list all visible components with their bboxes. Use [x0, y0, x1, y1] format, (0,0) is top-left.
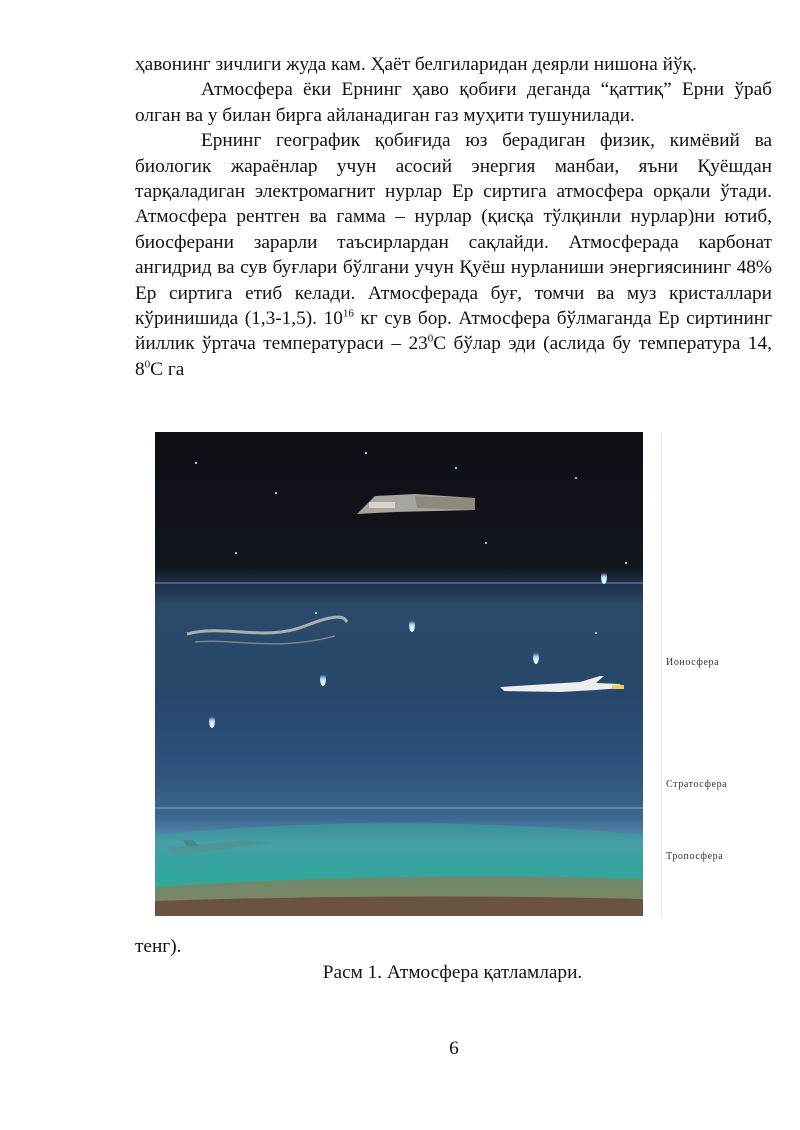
paragraph-3-part-b: кг сув бор. Атмосфера бўлмаганда Ер сиртининг йиллик ўртача температураси – 23	[135, 308, 772, 355]
layer-labels	[645, 432, 795, 916]
scale-line	[661, 432, 662, 916]
stratosphere-boundary	[155, 807, 643, 809]
star	[275, 492, 277, 494]
meteor-icon	[601, 570, 607, 584]
exponent: 16	[342, 307, 354, 320]
star	[455, 467, 457, 469]
paragraph-3-part-d: С га	[150, 358, 185, 380]
meteor-icon	[209, 714, 215, 728]
star	[195, 462, 197, 464]
atmosphere-layers-illustration	[155, 432, 643, 916]
satellite-icon	[355, 488, 480, 518]
paragraph-3	[135, 128, 772, 382]
star	[625, 562, 627, 564]
meteor-icon	[409, 618, 415, 632]
body-text	[135, 52, 772, 382]
meteor-icon	[320, 672, 326, 686]
ionosphere-label: Ионосфера	[666, 657, 720, 668]
star	[235, 552, 237, 554]
earth-surface	[155, 817, 643, 916]
figure-caption: Расм 1. Атмосфера қатламлари.	[322, 962, 583, 983]
star	[575, 477, 577, 479]
aurora-icon	[185, 612, 350, 662]
page-number: 6	[449, 1038, 459, 1059]
star	[485, 542, 487, 544]
paragraph-3-part-c: С бўлар эди (аслида бу температура 14, 8	[135, 333, 772, 380]
paragraph-1: ҳавонинг зичлиги жуда кам. Ҳаёт белгиларидан деярли нишона йўқ.	[135, 54, 697, 75]
paragraph-3-end: тенг).	[135, 936, 182, 957]
high-altitude-aircraft-icon	[500, 672, 625, 698]
ionosphere-boundary	[155, 582, 643, 584]
troposphere-label: Тропосфера	[666, 851, 724, 862]
stratosphere-label: Стратосфера	[666, 779, 728, 790]
meteor-icon	[533, 650, 539, 664]
star	[365, 452, 367, 454]
degree-sign-2: 0	[144, 358, 151, 371]
star	[595, 632, 597, 634]
degree-sign-1: 0	[427, 333, 434, 346]
paragraph-2: Атмосфера ёки Ернинг ҳаво қобиғи деганда “қаттиқ” Ерни ўраб олган ва у билан бирга айланадиган газ муҳити тушунилади.	[135, 79, 772, 126]
paragraph-3-part-a: Ернинг географик қобиғида юз берадиган физик, кимёвий ва биологик жараёнлар учун асосий энергия манбаи, яъни Қуёшдан тарқаладиган электромагнит нурлар Ер сиртига атмосфера орқали ўтади. Атмосфера рентген ва гамма – нурлар (қисқа тўлқинли нурлар)ни ютиб, биосферани зарарли таъсирлардан сақлайди. Атмосферада карбонат ангидрид ва сув буғлари бўлгани учун Қуёш нурланиши энергиясининг 48% Ер сиртига етиб келади. Атмосферада буғ, томчи ва муз кристаллари кўринишида (1,3-1,5). 10	[135, 130, 772, 330]
